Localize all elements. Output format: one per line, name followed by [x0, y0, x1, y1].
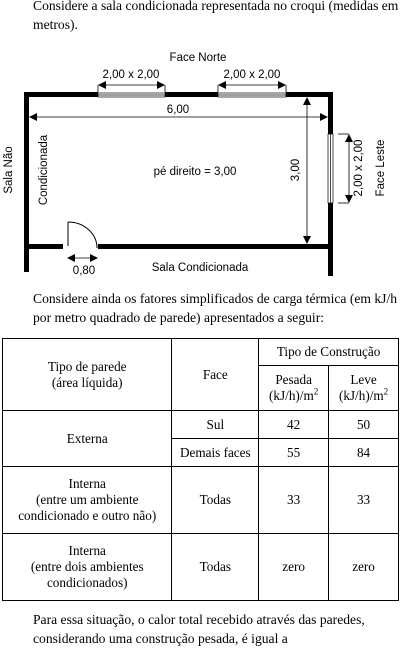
cell-interna-1 — [3, 467, 172, 534]
cell-interna-2-line2: (entre dois ambientes — [30, 559, 144, 574]
table-row — [3, 534, 399, 601]
cell-interna-1-line1: Interna — [68, 476, 106, 491]
factors-text: Considere ainda os fatores simplificados de carga térmica (em kJ/h por metro quadrado de parede) apresentados a seguir: — [33, 291, 398, 325]
cell-sul-pesada: 42 — [259, 411, 329, 439]
east-window — [328, 134, 333, 203]
header-pesada-label: Pesada — [275, 372, 312, 387]
header-tipo-parede — [3, 339, 172, 411]
cell-face-sul: Sul — [172, 411, 259, 439]
header-leve — [329, 366, 399, 411]
cell-interna-2-line1: Interna — [68, 543, 106, 558]
cell-interna-1-line3: condicionado e outro não) — [18, 508, 157, 523]
north-wall-left — [24, 92, 98, 97]
cell-interna-1-pesada: 33 — [259, 467, 329, 534]
cell-interna-2-leve: zero — [329, 534, 399, 601]
south-wall-right — [98, 244, 333, 249]
label-window-east: 2,00 x 2,00 — [353, 139, 365, 197]
header-tipo-line2: (área líquida) — [51, 374, 123, 390]
cell-interna-1-line2: (entre um ambiente — [35, 492, 139, 507]
label-sala-nao-line2: Condicionada — [38, 134, 50, 206]
cell-sul-leve: 50 — [329, 411, 399, 439]
north-wall-right — [286, 92, 333, 97]
header-face: Face — [172, 339, 259, 411]
door-swing — [68, 222, 97, 248]
cell-interna-2-pesada: zero — [259, 534, 329, 601]
label-height: 3,00 — [290, 158, 302, 182]
table-row — [3, 467, 399, 534]
label-face-leste: Face Leste — [375, 139, 387, 197]
header-pesada-unit: (kJ/h)/m — [269, 388, 314, 403]
east-wall-top — [328, 92, 333, 134]
table-row — [3, 411, 399, 439]
header-pesada-unit-exp: 2 — [313, 386, 319, 397]
cell-face-todas-2: Todas — [172, 534, 259, 601]
cell-externa: Externa — [3, 411, 172, 467]
cell-face-todas-1: Todas — [172, 467, 259, 534]
south-wall-left — [24, 244, 63, 249]
cell-demais-pesada: 55 — [259, 439, 329, 467]
label-door: 0,80 — [72, 265, 96, 277]
header-leve-unit-exp: 2 — [383, 386, 389, 397]
label-width: 6,00 — [166, 104, 190, 116]
north-window-left — [98, 93, 165, 97]
label-sala-condicionada: Sala Condicionada — [151, 262, 249, 274]
label-window-right: 2,00 x 2,00 — [223, 69, 281, 81]
intro-text: Considere a sala condicionada representada no croqui (medidas em metros). — [33, 0, 399, 32]
north-wall-middle — [165, 92, 218, 97]
north-window-right — [218, 93, 286, 97]
label-face-norte: Face Norte — [169, 52, 227, 64]
cell-interna-2 — [3, 534, 172, 601]
header-tipo-construcao: Tipo de Construção — [259, 339, 399, 366]
label-window-left: 2,00 x 2,00 — [102, 69, 160, 81]
label-sala-nao-line1: Sala Não — [3, 146, 15, 194]
walls — [24, 92, 333, 276]
label-pe-direito: pé direito = 3,00 — [153, 166, 237, 178]
cell-face-demais: Demais faces — [172, 439, 259, 467]
east-wall-bottom — [328, 203, 333, 276]
header-pesada — [259, 366, 329, 411]
header-leve-label: Leve — [350, 372, 377, 387]
floor-plan-sketch — [0, 40, 405, 285]
header-tipo-line1: Tipo de parede — [47, 358, 127, 374]
thermal-load-table — [2, 338, 399, 601]
question-text: Para essa situação, o calor total recebido através das paredes, considerando uma construção pesada, é igual a — [33, 612, 365, 646]
table-header-row — [3, 339, 399, 366]
cell-demais-leve: 84 — [329, 439, 399, 467]
cell-interna-1-leve: 33 — [329, 467, 399, 534]
cell-interna-2-line3: condicionados) — [46, 575, 128, 590]
header-leve-unit: (kJ/h)/m — [338, 388, 384, 403]
